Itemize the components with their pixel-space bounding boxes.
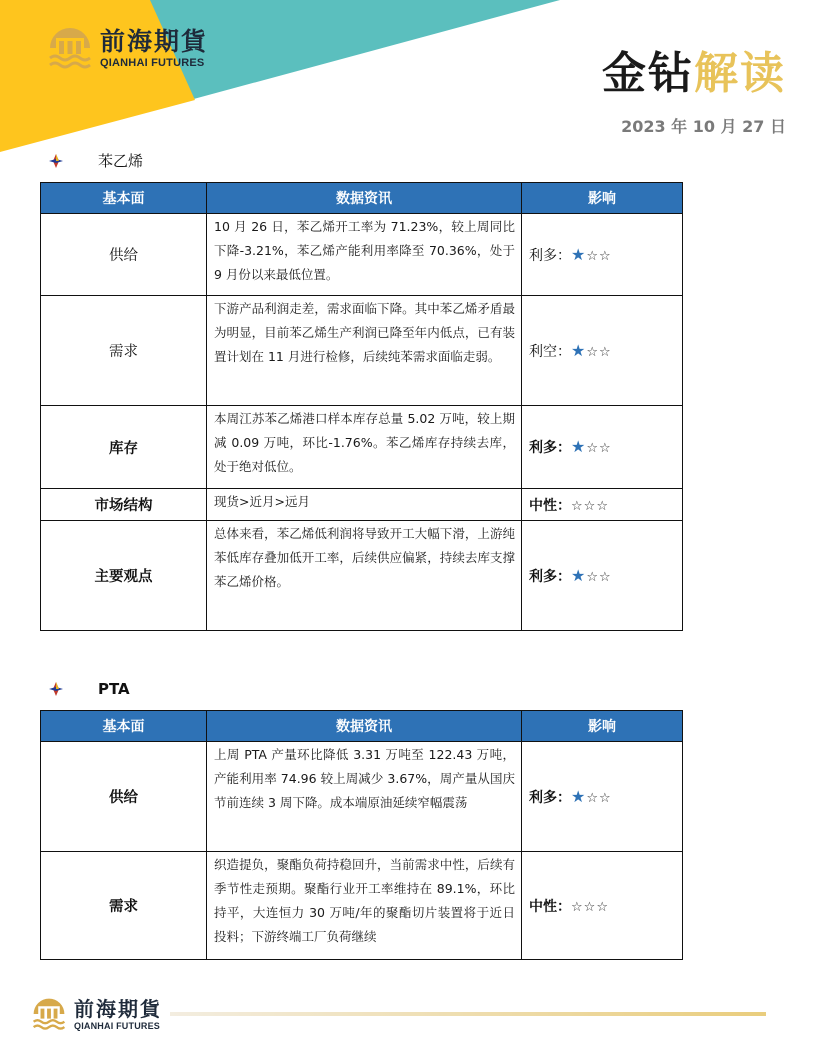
table-row [41, 296, 683, 406]
row-content: 织造提负，聚酯负荷持稳回升，当前需求中性，后续有季节性走预期。聚酯行业开工率维持在 89.1%，环比持平，大连恒力 30 万吨/年的聚酯切片装置将于近日投料；下游终端工厂负荷继续 [207, 852, 522, 960]
table-row [41, 489, 683, 521]
star-empty-icon: ☆ [599, 569, 612, 585]
row-content: 10 月 26 日，苯乙烯开工率为 71.23%，较上周同比下降-3.21%，苯乙烯产能利用率降至 70.36%，处于 9 月份以来最低位置。 [207, 214, 522, 296]
rating-stars [571, 786, 612, 806]
row-impact [522, 852, 683, 960]
row-content: 下游产品利润走差，需求面临下降。其中苯乙烯矛盾最为明显，目前苯乙烯生产利润已降至年内低点，已有装置计划在 11 月进行检修，后续纯苯需求面临走弱。 [207, 296, 522, 406]
rating-stars [571, 565, 612, 585]
section-title: PTA [98, 680, 130, 698]
star-empty-icon: ☆ [586, 248, 599, 264]
row-impact [522, 214, 683, 296]
report-date: 2023 年 10 月 27 日 [621, 117, 786, 136]
footer-logo-chinese-name: 前海期貨 [74, 997, 162, 1021]
section-heading-styrene [48, 150, 143, 171]
footer-logo [30, 994, 162, 1034]
diamond-bullet-icon [48, 153, 64, 169]
row-impact [522, 742, 683, 852]
impact-label: 利多： [529, 440, 571, 456]
row-category: 需求 [41, 852, 207, 960]
footer-logo-english-name: QIANHAI FUTURES [74, 1021, 160, 1031]
star-empty-icon: ☆ [586, 790, 599, 806]
table-header-row [41, 183, 683, 214]
column-header-impact: 影响 [522, 711, 683, 742]
company-logo [46, 22, 208, 74]
star-empty-icon: ☆ [599, 248, 612, 264]
impact-label: 中性： [529, 497, 571, 514]
pta-fundamentals-table [40, 710, 683, 960]
star-empty-icon: ☆ [596, 899, 609, 915]
column-header-impact: 影响 [522, 183, 683, 214]
row-impact [522, 489, 683, 521]
table-row [41, 742, 683, 852]
table-row [41, 406, 683, 489]
rating-stars [571, 244, 612, 264]
impact-label: 利多： [529, 789, 571, 806]
star-empty-icon: ☆ [571, 498, 584, 514]
table-header-row [41, 711, 683, 742]
row-category: 市场结构 [41, 489, 207, 521]
row-category: 主要观点 [41, 521, 207, 631]
logo-emblem-icon [30, 994, 68, 1034]
star-filled-icon: ★ [571, 340, 587, 360]
report-title-part2: 解读 [694, 48, 786, 99]
star-empty-icon: ☆ [583, 498, 597, 514]
report-title [602, 46, 786, 102]
row-content: 上周 PTA 产量环比降低 3.31 万吨至 122.43 万吨，产能利用率 74.96 较上周减少 3.67%，周产量从国庆节前连续 3 周下降。成本端原油延续窄幅震荡 [207, 742, 522, 852]
star-empty-icon: ☆ [583, 899, 597, 915]
row-impact [522, 406, 683, 489]
star-filled-icon: ★ [571, 786, 587, 806]
star-empty-icon: ☆ [596, 498, 609, 514]
table-row [41, 214, 683, 296]
column-header-fundamentals: 基本面 [41, 711, 207, 742]
rating-stars [571, 899, 609, 915]
logo-chinese-name: 前海期貨 [100, 27, 209, 56]
row-impact [522, 296, 683, 406]
impact-label: 利多： [529, 568, 571, 585]
column-header-fundamentals: 基本面 [41, 183, 207, 214]
column-header-data: 数据资讯 [207, 183, 522, 214]
row-category: 需求 [41, 296, 207, 406]
star-empty-icon: ☆ [586, 441, 599, 456]
row-category: 供给 [41, 214, 207, 296]
star-empty-icon: ☆ [586, 344, 599, 360]
report-title-part1: 金钻 [602, 48, 694, 99]
logo-english-name: QIANHAI FUTURES [100, 57, 205, 69]
table-row [41, 852, 683, 960]
impact-label: 利多： [529, 247, 571, 264]
star-empty-icon: ☆ [586, 569, 599, 585]
diamond-bullet-icon [48, 681, 64, 697]
row-content: 本周江苏苯乙烯港口样本库存总量 5.02 万吨，较上期减 0.09 万吨，环比-1.76%。苯乙烯库存持续去库，处于绝对低位。 [207, 406, 522, 489]
table-row [41, 521, 683, 631]
row-content: 总体来看，苯乙烯低利润将导致开工大幅下滑，上游纯苯低库存叠加低开工率，后续供应偏紧，持续去库支撑苯乙烯价格。 [207, 521, 522, 631]
footer-divider [170, 1012, 766, 1016]
star-filled-icon: ★ [571, 437, 587, 456]
rating-stars [571, 437, 612, 456]
rating-stars [571, 498, 609, 514]
star-empty-icon: ☆ [571, 899, 584, 915]
impact-label: 利空： [529, 343, 571, 360]
star-empty-icon: ☆ [599, 790, 612, 806]
row-category: 库存 [41, 406, 207, 489]
column-header-data: 数据资讯 [207, 711, 522, 742]
star-empty-icon: ☆ [599, 344, 612, 360]
section-title: 苯乙烯 [98, 152, 144, 170]
logo-emblem-icon [46, 22, 94, 74]
section-heading-pta [48, 680, 130, 698]
star-filled-icon: ★ [571, 565, 587, 585]
star-empty-icon: ☆ [599, 441, 612, 456]
row-impact [522, 521, 683, 631]
styrene-fundamentals-table [40, 182, 683, 631]
row-content: 现货>近月>远月 [207, 489, 522, 521]
rating-stars [571, 340, 612, 360]
impact-label: 中性： [529, 898, 571, 915]
star-filled-icon: ★ [571, 244, 587, 264]
row-category: 供给 [41, 742, 207, 852]
